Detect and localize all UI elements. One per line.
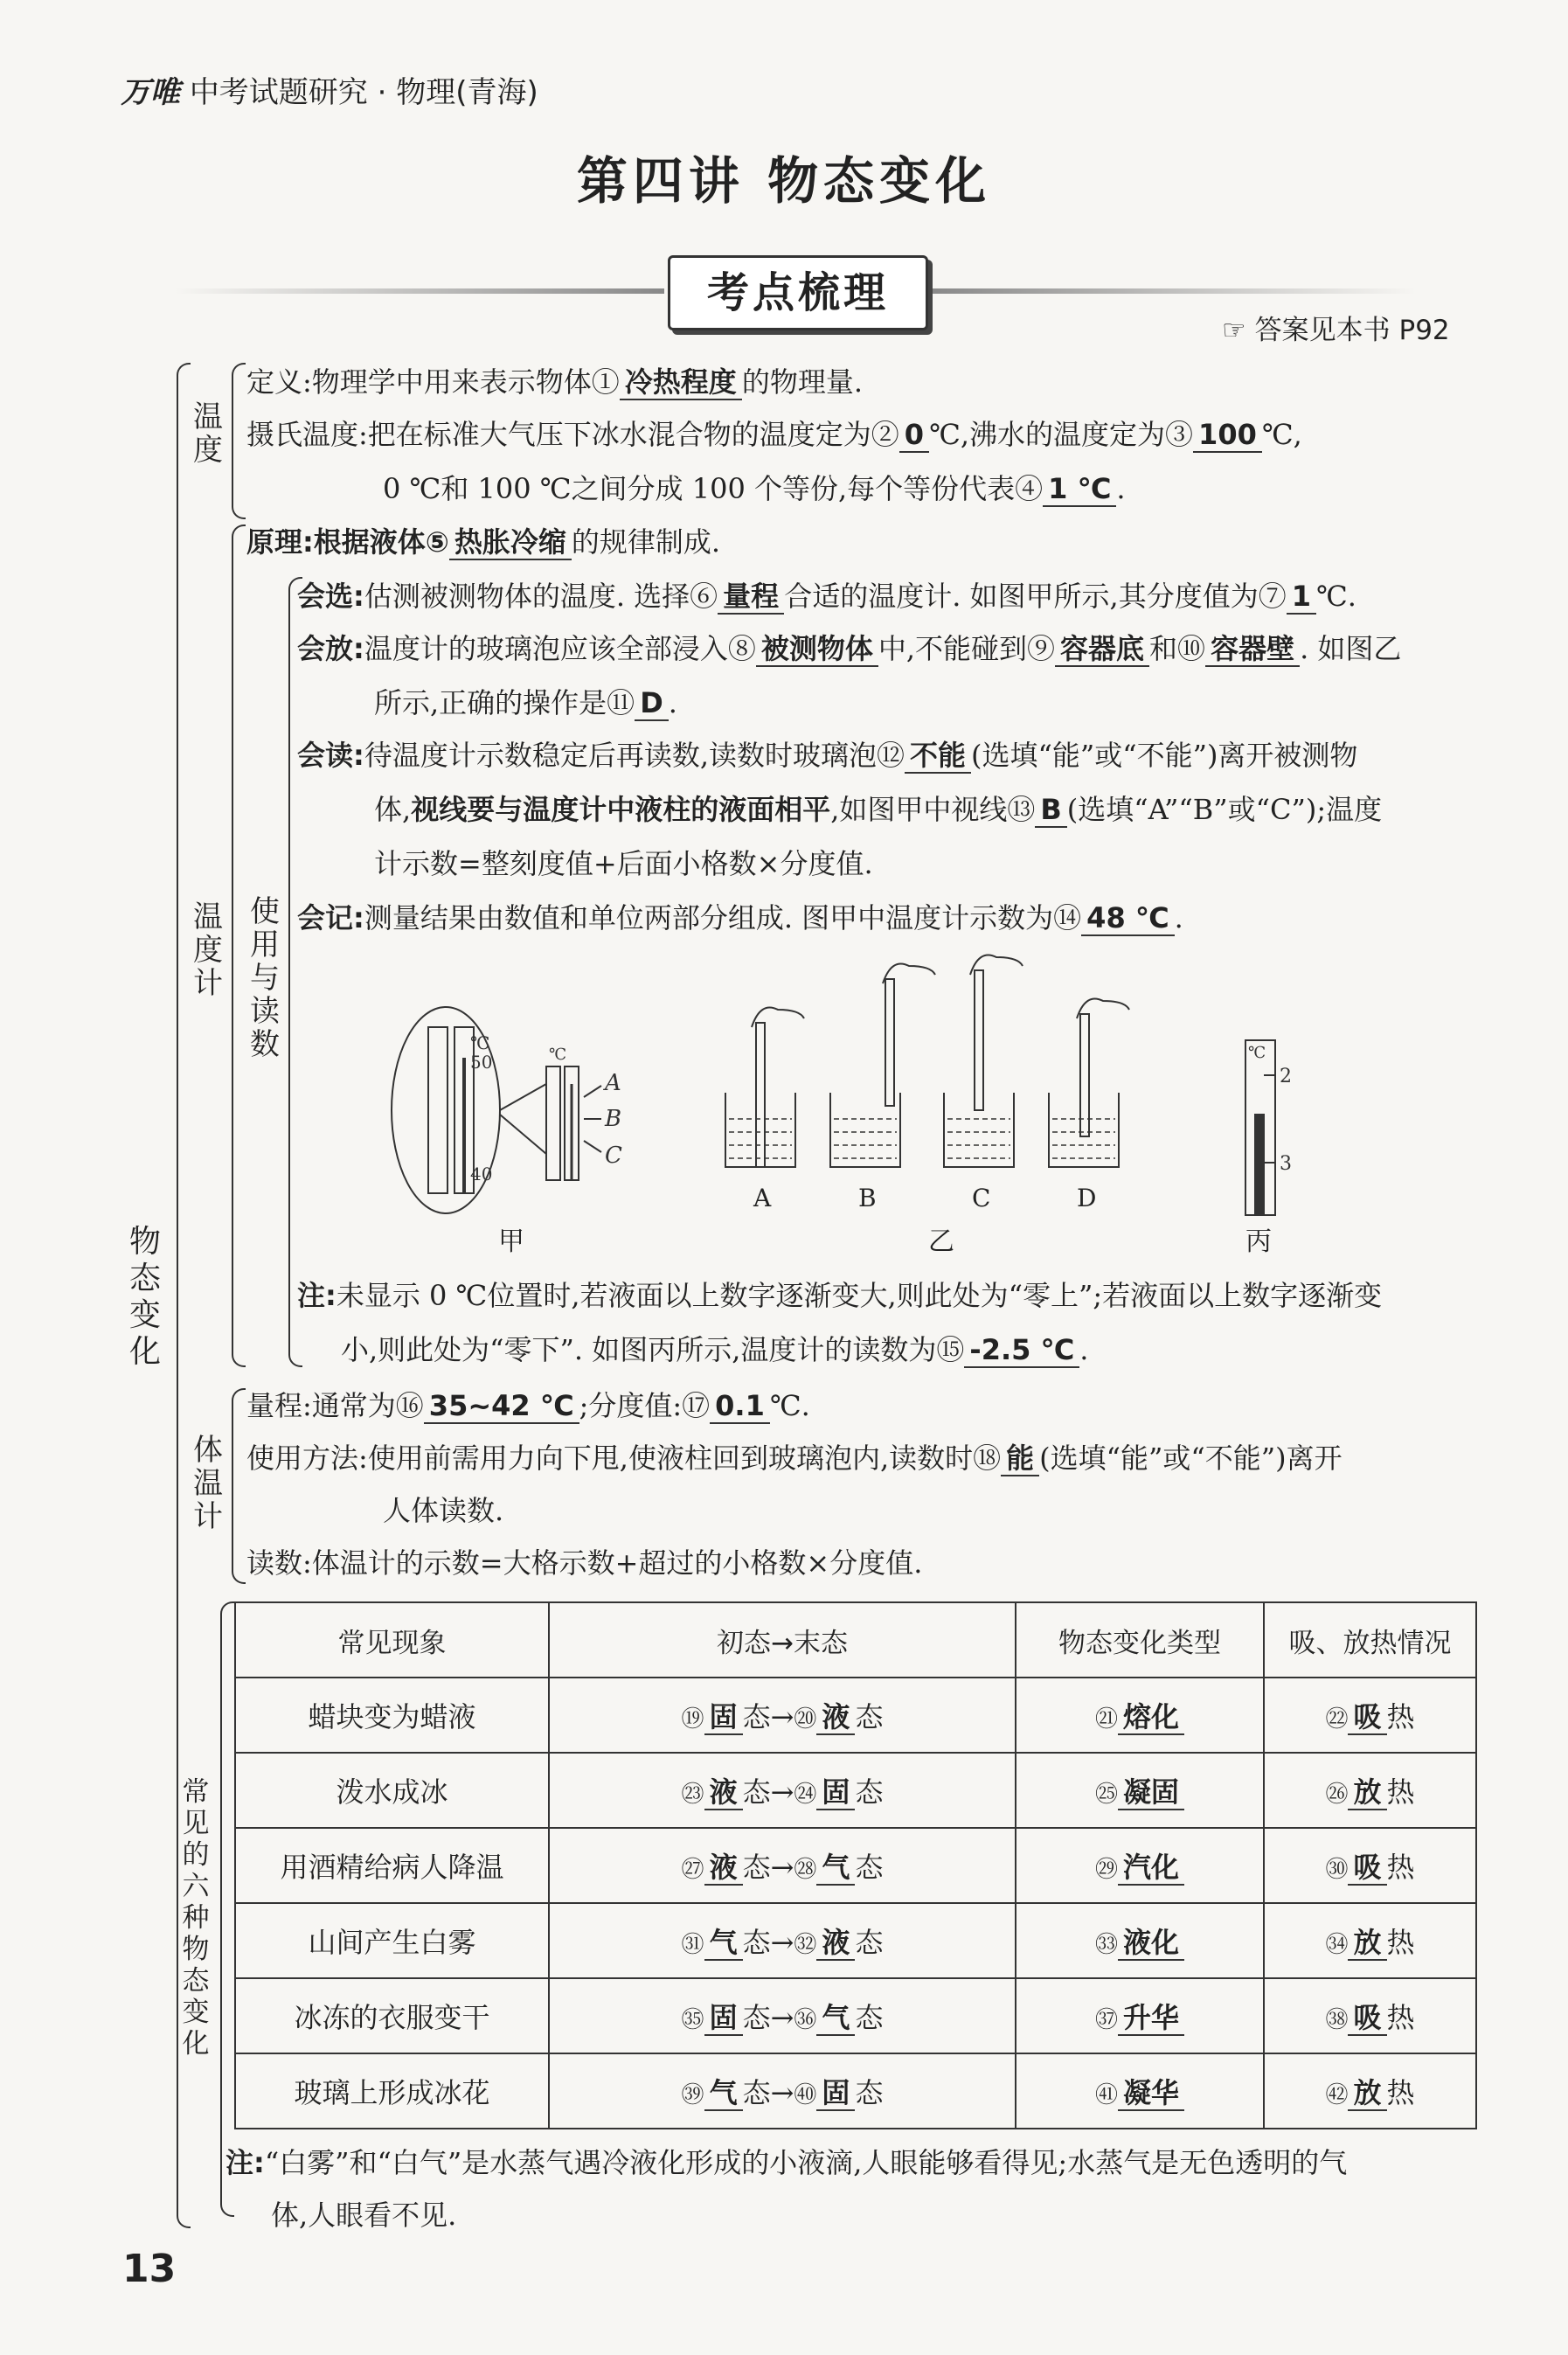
states-cell: ⑲ 固 态→⑳ 液 态 [549,1678,1016,1753]
read-line: 会读:待温度计示数稳定后再读数,读数时玻璃泡⑫ 不能 (选填“能”或“不能”)离开被测物 [297,739,1358,772]
heat-cell: ㉖ 放 热 [1264,1753,1476,1828]
thermometer-note-2: 小,则此处为“零下”. 如图丙所示,温度计的读数为⑮ -2.5 ℃ . [341,1333,1089,1366]
fig-tick-40: 40 [470,1164,493,1184]
caption-jia: 甲 [498,1226,524,1257]
section-rule-right [926,288,1416,294]
body-therm-range: 量程:通常为⑯ 35~42 ℃ ;分度值:⑰ 0.1 ℃. [246,1389,810,1422]
fig-unit-jia: ℃ [470,1032,490,1053]
table-row [235,2053,1476,2129]
header-phenomenon: 常见现象 [235,1602,549,1678]
answer-16: 35~42 ℃ [424,1389,579,1424]
answer-11: D [635,686,669,721]
heat-cell: ㉒ 吸 热 [1264,1678,1476,1753]
states-cell: ㊴ 气 态→㊵ 固 态 [549,2053,1016,2129]
body-therm-read: 读数:体温计的示数=大格示数+超过的小格数×分度值. [246,1546,923,1580]
answer-8: 被测物体 [756,632,878,667]
states-cell: ㉛ 气 态→㉜ 液 态 [549,1903,1016,1978]
phenomenon-cell: 玻璃上形成冰花 [235,2053,549,2129]
beaker-label-a: A [753,1184,772,1212]
record-line: 会记:测量结果由数值和单位两部分组成. 图甲中温度计示数为⑭ 48 ℃ . [297,901,1183,934]
type-cell: ㉑ 熔化 [1016,1678,1264,1753]
answer-7: 1 [1287,580,1316,615]
phenomenon-cell: 蜡块变为蜡液 [235,1678,549,1753]
six-changes-label: 常见的六种物态变化 [182,1776,210,2060]
fig-unit-small: ℃ [549,1046,567,1064]
answer-12: 不能 [905,739,971,774]
answer-3: 100 [1193,418,1262,453]
phenomenon-cell: 用酒精给病人降温 [235,1828,549,1903]
table-row [235,1978,1476,2053]
bing-tick-2: 2 [1280,1066,1292,1087]
beaker-label-d: D [1077,1184,1097,1212]
answer-reference: ☞ 答案见本书 P92 [1222,315,1450,346]
beaker-label-c: C [972,1184,991,1212]
six-changes-note: 注:“白雾”和“白气”是水蒸气遇冷液化形成的小液滴,人眼能够看得见;水蒸气是无色透明的气 [225,2146,1348,2179]
answer-17: 0.1 [710,1389,770,1424]
states-table [234,1601,1477,2129]
section-title: 考点梳理 [668,255,928,330]
bing-unit: ℃ [1248,1044,1266,1062]
table-row [235,1903,1476,1978]
place-line-2: 所示,正确的操作是⑪ D . [374,686,677,719]
thermometer-brace [232,524,246,1367]
heat-cell: ㉞ 放 热 [1264,1903,1476,1978]
select-line: 会选:估测被测物体的温度. 选择⑥ 量程 合适的温度计. 如图甲所示,其分度值为⑦ 1 ℃. [297,580,1356,613]
type-cell: ㉕ 凝固 [1016,1753,1264,1828]
heat-cell: ㉚ 吸 热 [1264,1828,1476,1903]
answer-2: 0 [899,418,929,453]
read-line-2: 体,视线要与温度计中液柱的液面相平,如图甲中视线⑬ B (选填“A”“B”或“C”);温度 [374,793,1383,826]
wendu-label: 温度 [193,399,223,468]
heat-cell: ㊷ 放 热 [1264,2053,1476,2129]
sight-a: A [605,1070,621,1096]
states-header-row [235,1602,1476,1678]
states-cell: ㉗ 液 态→㉘ 气 态 [549,1828,1016,1903]
body-therm-use-2: 人体读数. [383,1494,504,1527]
states-cell: ㉓ 液 态→㉔ 固 态 [549,1753,1016,1828]
bing-tick-3: 3 [1280,1153,1292,1175]
header-heat: 吸、放热情况 [1264,1602,1476,1678]
series-title: 中考试题研究 · 物理(青海) [189,75,538,110]
heat-cell: ㊳ 吸 热 [1264,1978,1476,2053]
answer-5: 热胀冷缩 [449,525,572,560]
answer-18: 能 [1001,1441,1039,1476]
answer-9: 容器底 [1055,632,1149,667]
header-type: 物态变化类型 [1016,1602,1264,1678]
wendu-celsius-2: 0 ℃和 100 ℃之间分成 100 个等份,每个等份代表④ 1 ℃ . [383,472,1126,505]
figure-yi [725,955,1129,1168]
wendu-celsius: 摄氏温度:把在标准大气压下冰水混合物的温度定为② 0 ℃,沸水的温度定为③ 100 ℃, [246,418,1302,451]
main-label: 物态变化 [128,1224,161,1370]
answer-10: 容器壁 [1205,632,1300,667]
brand-logo: 万唯 [121,75,180,110]
thermometer-principle: 原理:根据液体⑤ 热胀冷缩 的规律制成. [246,525,721,559]
answer-1: 冷热程度 [620,365,742,400]
sight-b: B [605,1106,622,1132]
section-rule-left [175,288,664,294]
page-header [121,68,538,111]
table-row [235,1678,1476,1753]
six-changes-brace [220,1601,234,2217]
states-cell: ㉟ 固 态→㊱ 气 态 [549,1978,1016,2053]
type-cell: ㊲ 升华 [1016,1978,1264,2053]
page-number: 13 [122,2247,177,2291]
hand-pointer-icon: ☞ [1222,315,1246,346]
place-line: 会放:温度计的玻璃泡应该全部浸入⑧ 被测物体 中,不能碰到⑨ 容器底 和⑩ 容器壁 . 如图乙 [297,632,1402,665]
answer-4: 1 ℃ [1043,472,1116,507]
page-title: 第四讲 物态变化 [576,151,992,211]
usage-brace [288,577,302,1367]
answer-14: 48 ℃ [1081,901,1174,936]
thermometer-label: 温度计 [193,900,223,1001]
table-row [235,1828,1476,1903]
type-cell: ㉝ 液化 [1016,1903,1264,1978]
answer-13: B [1035,793,1066,828]
thermometer-note: 注:未显示 0 ℃位置时,若液面以上数字逐渐变大,则此处为“零上”;若液面以上数字逐渐变 [297,1279,1383,1312]
header-states: 初态→末态 [549,1602,1016,1678]
body-therm-label: 体温计 [193,1433,223,1534]
six-changes-note-2: 体,人眼看不见. [271,2199,457,2232]
read-line-3: 计示数=整刻度值+后面小格数×分度值. [374,847,873,880]
sight-c: C [605,1143,622,1169]
fig-tick-50: 50 [470,1052,493,1073]
answer-15: -2.5 ℃ [964,1333,1079,1368]
wendu-definition: 定义:物理学中用来表示物体① 冷热程度 的物理量. [246,365,863,399]
body-therm-use: 使用方法:使用前需用力向下甩,使液柱回到玻璃泡内,读数时⑱ 能 (选填“能”或“不能”)离开 [246,1441,1343,1475]
caption-bing: 丙 [1245,1226,1272,1257]
type-cell: ㊶ 凝华 [1016,2053,1264,2129]
answer-6: 量程 [718,580,784,615]
phenomenon-cell: 山间产生白雾 [235,1903,549,1978]
phenomenon-cell: 泼水成冰 [235,1753,549,1828]
thermometer-figures [367,944,1363,1259]
phenomenon-cell: 冰冻的衣服变干 [235,1978,549,2053]
figure-jia [392,1007,601,1213]
type-cell: ㉙ 汽化 [1016,1828,1264,1903]
caption-yi: 乙 [928,1226,954,1257]
beaker-label-b: B [858,1184,877,1212]
table-row [235,1753,1476,1828]
usage-label: 使用与读数 [250,894,280,1062]
body-therm-brace [232,1388,246,1584]
wendu-brace [232,363,246,519]
figure-bing [1245,1040,1275,1215]
